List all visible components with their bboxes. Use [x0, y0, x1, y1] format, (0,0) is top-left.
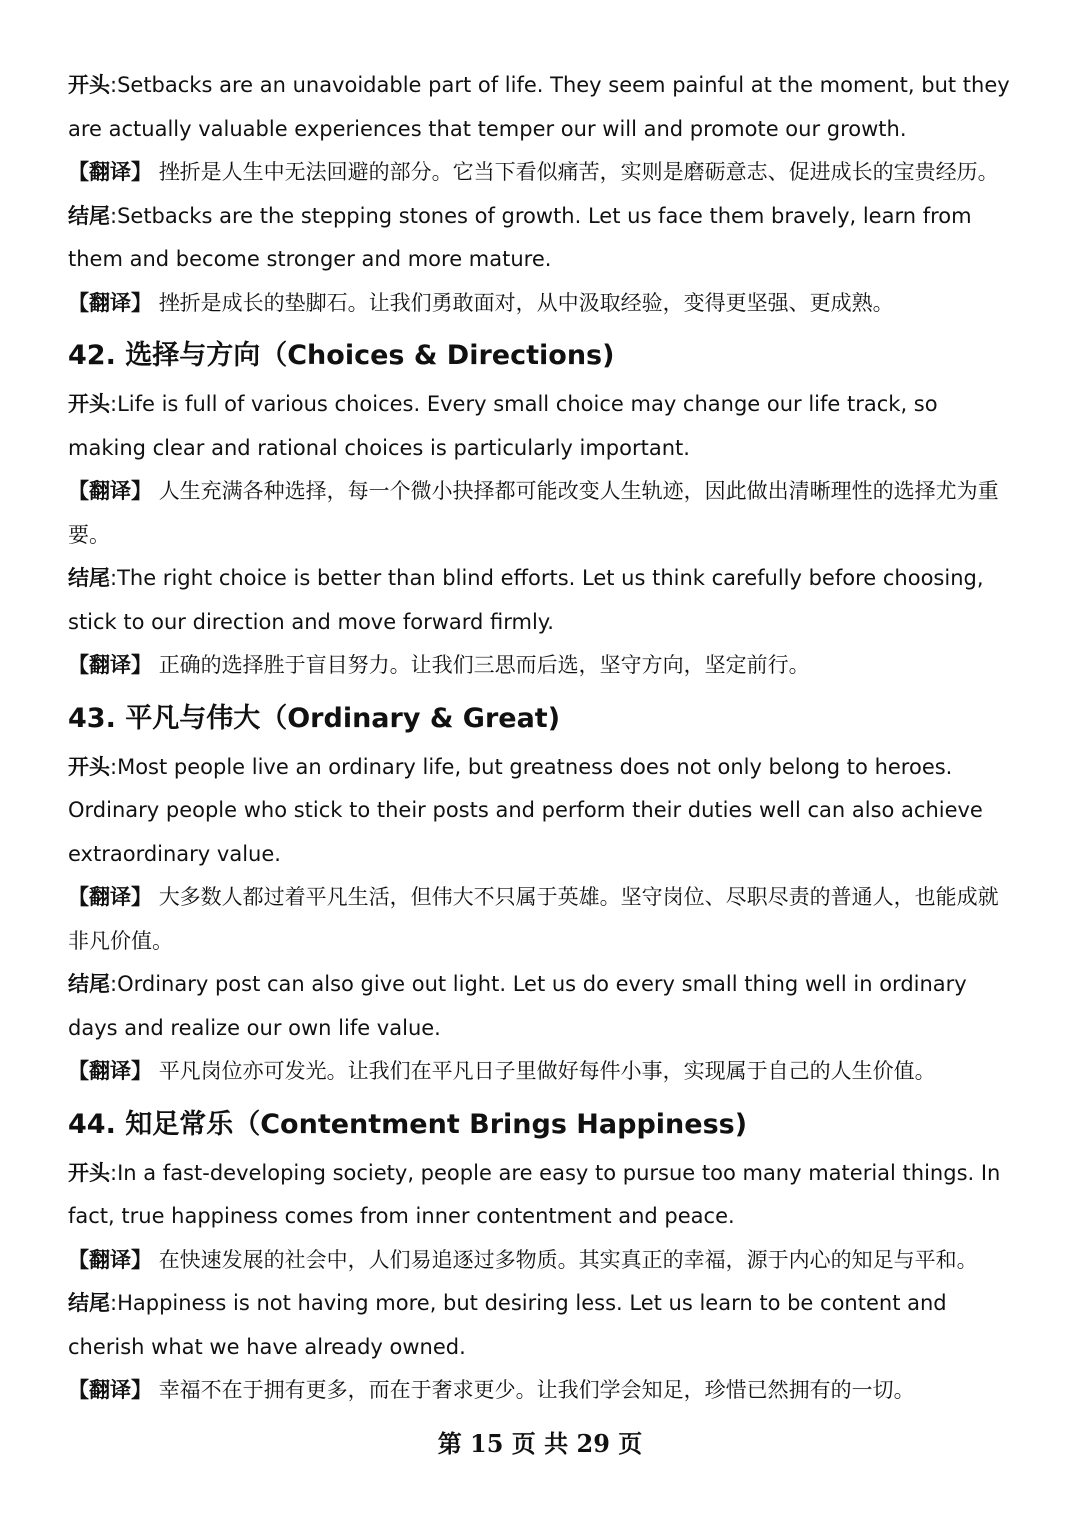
label-separator	[152, 291, 159, 315]
section-heading: 44. 知足常乐（Contentment Brings Happiness)	[68, 1108, 748, 1140]
translation-paragraph	[68, 1369, 1013, 1413]
translation-paragraph	[68, 151, 1013, 195]
label-separator: :	[110, 203, 118, 228]
paragraph-text: 大多数人都过着平凡生活，但伟大不只属于英雄。坚守岗位、尽职尽责的普通人，也能成就非凡价值。	[68, 885, 999, 953]
paragraph-text: 在快速发展的社会中，人们易追逐过多物质。其实真正的幸福，源于内心的知足与平和。	[158, 1247, 978, 1272]
paragraph-text: 人生充满各种选择，每一个微小抉择都可能改变人生轨迹，因此做出清晰理性的选择尤为重要。	[68, 479, 999, 547]
label-separator: :	[110, 392, 118, 416]
paragraph-text: 平凡岗位亦可发光。让我们在平凡日子里做好每件小事，实现属于自己的人生价值。	[158, 1059, 936, 1083]
opening-paragraph	[68, 746, 1013, 877]
page-number-footer: 第 15 页 共 29 页	[437, 1429, 643, 1458]
label-separator	[152, 1059, 159, 1083]
label-separator	[152, 1378, 159, 1402]
translation-paragraph	[68, 470, 1013, 557]
label-separator	[152, 160, 159, 184]
paragraph-text: 幸福不在于拥有更多，而在于奢求更少。让我们学会知足，珍惜已然拥有的一切。	[158, 1378, 915, 1402]
paragraph-label: 开头	[68, 392, 110, 416]
closing-paragraph	[68, 1282, 1013, 1369]
paragraph-label: 开头	[68, 1160, 110, 1185]
paragraph-label: 【翻译】	[68, 885, 152, 909]
opening-paragraph	[68, 1152, 1013, 1239]
label-separator: :	[110, 1160, 118, 1185]
label-separator	[152, 885, 159, 909]
paragraph-text: Setbacks are an unavoidable part of life. They seem painful at the moment, but they are actually valuable experiences that temper our will and promote our growth.	[68, 73, 1010, 141]
paragraph-label: 开头	[68, 754, 110, 779]
label-separator: :	[110, 754, 118, 779]
paragraph-label: 【翻译】	[68, 653, 152, 677]
translation-paragraph	[68, 876, 1013, 963]
paragraph-label: 【翻译】	[68, 1059, 152, 1083]
paragraph-label: 结尾	[68, 203, 110, 228]
label-separator	[152, 653, 159, 677]
label-separator: :	[110, 566, 118, 590]
opening-paragraph	[68, 383, 1013, 470]
label-separator	[152, 1248, 159, 1272]
paragraph-label: 【翻译】	[68, 290, 152, 315]
paragraph-text: Ordinary post can also give out light. Let us do every small thing well in ordinary days and realize our own life value.	[68, 972, 967, 1040]
paragraph-label: 开头	[68, 73, 110, 97]
label-separator: :	[110, 1291, 118, 1315]
paragraph-text: 挫折是成长的垫脚石。让我们勇敢面对，从中汲取经验，变得更坚强、更成熟。	[158, 290, 894, 315]
closing-paragraph	[68, 557, 1013, 644]
paragraph-label: 【翻译】	[68, 1247, 152, 1272]
section-heading: 42. 选择与方向（Choices & Directions)	[68, 340, 615, 371]
closing-paragraph	[68, 963, 1013, 1050]
paragraph-text: The right choice is better than blind efforts. Let us think carefully before choosing, stick to our direction and move forward firmly.	[68, 566, 984, 634]
paragraph-label: 【翻译】	[68, 160, 152, 184]
translation-paragraph	[68, 282, 1013, 326]
paragraph-text: 正确的选择胜于盲目努力。让我们三思而后选，坚守方向，坚定前行。	[158, 653, 810, 677]
paragraph-text: Most people live an ordinary life, but greatness does not only belong to heroes. Ordinary people who stick to their posts and perform their duties well can also achieve extraordinary value.	[68, 754, 983, 866]
translation-paragraph	[68, 1050, 1013, 1094]
paragraph-text: Setbacks are the stepping stones of growth. Let us face them bravely, learn from them and become stronger and more mature.	[68, 203, 972, 271]
translation-paragraph	[68, 644, 1013, 688]
paragraph-label: 结尾	[68, 972, 110, 996]
paragraph-text: 挫折是人生中无法回避的部分。它当下看似痛苦，实则是磨砺意志、促进成长的宝贵经历。	[158, 160, 999, 184]
paragraph-label: 【翻译】	[68, 1378, 152, 1402]
opening-paragraph	[68, 64, 1013, 151]
paragraph-label: 【翻译】	[68, 479, 152, 503]
label-separator: :	[110, 73, 118, 97]
label-separator	[152, 479, 159, 503]
section-heading: 43. 平凡与伟大（Ordinary & Great)	[68, 702, 561, 734]
label-separator: :	[110, 972, 118, 996]
paragraph-label: 结尾	[68, 1291, 110, 1315]
translation-paragraph	[68, 1239, 1013, 1283]
document-body	[68, 64, 1013, 1413]
paragraph-label: 结尾	[68, 566, 110, 590]
paragraph-text: In a fast-developing society, people are easy to pursue too many material things. In fact, true happiness comes from inner contentment and peace.	[68, 1160, 1001, 1228]
closing-paragraph	[68, 195, 1013, 282]
paragraph-text: Happiness is not having more, but desiring less. Let us learn to be content and cherish what we have already owned.	[68, 1291, 947, 1359]
paragraph-text: Life is full of various choices. Every small choice may change our life track, so making clear and rational choices is particularly important.	[68, 392, 938, 460]
